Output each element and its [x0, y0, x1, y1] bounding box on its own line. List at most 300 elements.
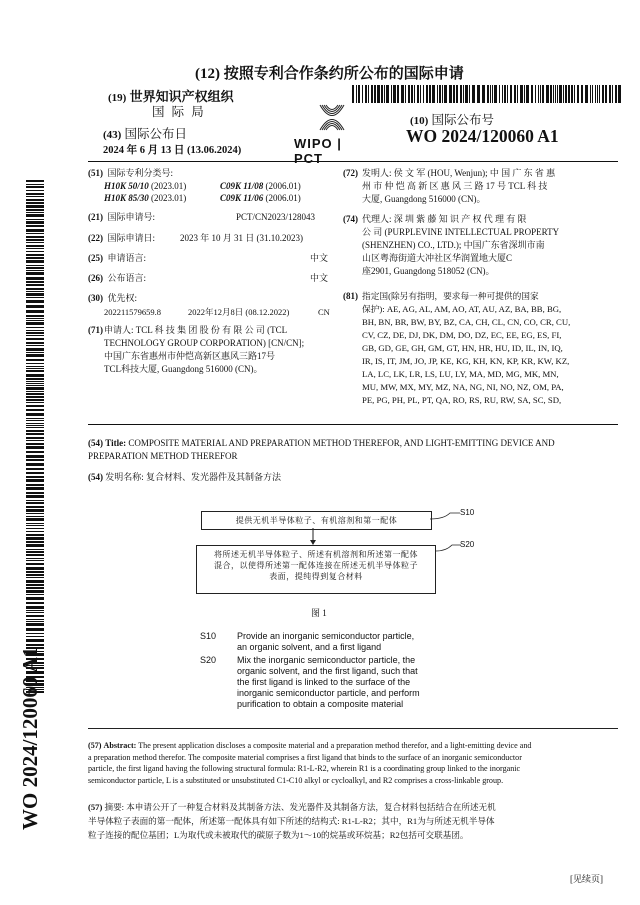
barcode-bar: [605, 85, 607, 103]
barcode-bar: [26, 413, 44, 416]
barcode-bar: [426, 85, 428, 103]
barcode-bar: [374, 85, 376, 103]
states-line: CV, CZ, DE, DJ, DK, DM, DO, DZ, EC, EE, EG, ES, FI,: [362, 330, 562, 340]
barcode-bar: [590, 85, 591, 103]
barcode-bar: [26, 459, 44, 461]
barcode-bar: [26, 354, 44, 357]
ipc-row-1b: C09K 11/08 (2006.01): [220, 181, 301, 191]
barcode-bar: [401, 85, 404, 103]
filing-language-label: (25) 申请语言:: [88, 253, 147, 263]
applicant-num: (71): [88, 325, 103, 335]
barcode-bar: [26, 374, 44, 377]
barcode-bar: [437, 85, 438, 103]
barcode-bar: [26, 468, 44, 470]
english-abstract: (57) Abstract: The present application discloses a composite material and a preparation method therefor, and a light-emitting device and a preparation method therefor. The composite material comprises a first ligand that binds to the surface of an inorganic semiconductor particle, the first ligand having the following structural formula: R1-L-R2, wherein R1 is a coordinating group linked to the inorganic semiconductor particle, L is a substituted or unsubstituted C1-C10 alkyl or cycloalkyl, and R2 comprises a cross-linkable group.: [88, 740, 620, 786]
barcode-bar: [377, 85, 380, 103]
barcode-bar: [26, 322, 44, 325]
barcode-bar: [597, 85, 598, 103]
pub-language-value: 中文: [310, 273, 329, 283]
barcode-bar: [386, 85, 389, 103]
barcode-bar: [26, 528, 44, 529]
barcode-bar: [449, 85, 452, 103]
applicant-line: 申请人: TCL 科 技 集 团 股 份 有 限 公 司 (TCL: [104, 325, 288, 335]
barcode-bar: [26, 265, 44, 266]
applicant-line: TECHNOLOGY GROUP CORPORATION) [CN/CN];: [104, 338, 305, 348]
barcode-bar: [460, 85, 462, 103]
barcode-bar: [26, 239, 44, 241]
inventor-line: 发明人: 侯 文 军 (HOU, Wenjun); 中 国 广 东 省 惠: [362, 168, 556, 178]
barcode-bar: [26, 236, 44, 238]
barcode-bar: [356, 85, 357, 103]
priority-number: 202211579659.8: [104, 307, 162, 317]
barcode-bar: [26, 525, 44, 526]
barcode-bar: [585, 85, 588, 103]
barcode-bar: [499, 85, 500, 103]
barcode-bar: [26, 418, 44, 419]
states-line: BH, BN, BR, BW, BY, BZ, CA, CH, CL, CN, CO, CR, CU,: [362, 317, 571, 327]
barcode-bar: [507, 85, 508, 103]
figure-divider: [88, 728, 618, 729]
pub-number-label: (10) 国际公布号: [410, 113, 494, 127]
barcode-bar: [26, 345, 44, 346]
barcode-bar: [615, 85, 617, 103]
barcode-bar: [514, 85, 516, 103]
barcode-bar: [26, 393, 44, 395]
barcode-bar: [442, 85, 443, 103]
agent-line: 山区粤海街道大冲社区华润置地大厦C: [362, 253, 513, 263]
barcode-bar: [365, 85, 367, 103]
barcode-bar: [26, 385, 44, 386]
barcode-bar: [612, 85, 613, 103]
barcode-bar: [26, 534, 44, 536]
barcode-bar: [26, 251, 44, 252]
pub-language-label: (26) 公布语言:: [88, 273, 147, 283]
priority-label: (30) 优先权:: [88, 293, 138, 303]
barcode-bar: [599, 85, 600, 103]
applicant-line: 中国广东省惠州市仲恺高新区惠风三路17号: [104, 351, 276, 361]
chinese-abstract: (57) 摘要: 本申请公开了一种复合材料及其制备方法、发光器件及其制备方法，复合材料包括结合在所述无机 半导体粒子表面的第一配体，所述第一配体具有如下所述的结构式: R1-L-R2；其中，R1为与所述无机半导体 粒子连接的配位基团；L为取代或未被取代的碳原子数为1～10的烷基或环烷基；R2包括可交联基团。: [88, 800, 620, 842]
barcode-bar: [26, 288, 44, 290]
barcode-bar: [510, 85, 512, 103]
barcode-bar: [26, 199, 44, 201]
barcode-bar: [26, 245, 44, 247]
barcode-bar: [568, 85, 570, 103]
barcode-bar: [439, 85, 441, 103]
legend-line: purification to obtain a composite material: [237, 699, 404, 709]
barcode-bar: [26, 205, 44, 208]
barcode-bar: [26, 463, 44, 466]
barcode-bar: [26, 186, 44, 188]
barcode-bar: [26, 531, 44, 532]
states-line: PE, PG, PH, PL, PT, QA, RO, RS, RU, RW, SA, SC, SD,: [362, 395, 562, 405]
abstract-en-line: particle, the first ligand having the following structural formula: R1-L-R2, wherein R1 is a coordinating group linked to the inorganic: [88, 764, 521, 773]
barcode-bar: [26, 574, 44, 576]
barcode-bar: [397, 85, 399, 103]
states-num: (81): [343, 291, 358, 301]
barcode-bar: [26, 577, 44, 578]
barcode-bar: [565, 85, 567, 103]
barcode-bar: [26, 209, 44, 211]
barcode-bar: [26, 229, 44, 232]
barcode-bar: [26, 219, 44, 220]
barcode-bar: [563, 85, 564, 103]
legend-line: Provide an inorganic semiconductor particle,: [237, 631, 415, 641]
barcode-bar: [26, 516, 44, 517]
biblio-divider: [88, 424, 618, 425]
ipc-row-2b: C09K 11/06 (2006.01): [220, 193, 301, 203]
barcode-bar: [26, 359, 44, 361]
barcode: [352, 85, 624, 103]
legend-text-s10: [237, 631, 414, 653]
barcode-bar: [26, 433, 44, 435]
barcode-bar: [26, 440, 44, 441]
inventor-num: (72): [343, 168, 358, 178]
barcode-bar: [26, 221, 44, 224]
flowchart-step-s20: [196, 545, 436, 594]
applicant-block: [104, 324, 336, 376]
barcode-bar: [26, 506, 44, 508]
barcode-bar: [26, 297, 44, 298]
flowchart-step-s10: 提供无机半导体粒子、有机溶剂和第一配体: [201, 511, 432, 530]
barcode-bar: [602, 85, 604, 103]
agent-line: (SHENZHEN) CO., LTD.); 中国广东省深圳市南: [362, 240, 545, 250]
barcode-bar: [26, 257, 44, 259]
legend-line: an organic solvent, and a first ligand: [237, 642, 382, 652]
barcode-bar: [26, 366, 44, 367]
barcode-bar: [26, 396, 44, 398]
barcode-bar: [26, 196, 44, 197]
barcode-bar: [393, 85, 396, 103]
barcode-bar: [494, 85, 497, 103]
barcode-bar: [432, 85, 435, 103]
barcode-bar: [502, 85, 503, 103]
barcode-bar: [417, 85, 419, 103]
barcode-bar: [595, 85, 596, 103]
barcode-bar: [472, 85, 475, 103]
barcode-bar: [420, 85, 421, 103]
barcode-bar: [553, 85, 554, 103]
barcode-bar: [26, 560, 44, 561]
barcode-bar: [609, 85, 611, 103]
barcode-bar: [26, 270, 44, 271]
barcode-bar: [26, 479, 44, 482]
barcode-bar: [26, 320, 44, 321]
barcode-bar: [26, 212, 44, 213]
step-label-s20: S20: [460, 540, 475, 549]
legend-code-s10: S10: [200, 631, 217, 641]
document-title: (12) 按照专利合作条约所公布的国际申请: [195, 66, 464, 82]
barcode-bar: [362, 85, 363, 103]
org-subname: 国 际 局: [152, 105, 206, 119]
agent-num: (74): [343, 214, 358, 224]
states-line: 保护): AE, AG, AL, AM, AO, AT, AU, AZ, BA, BB, BG,: [362, 304, 562, 314]
barcode-bar: [482, 85, 485, 103]
barcode-bar: [423, 85, 424, 103]
legend-line: the first ligand is linked to the surface of the: [237, 677, 411, 687]
barcode-bar: [520, 85, 523, 103]
abstract-en-line: semiconductor particle, L is a substituted or unsubstituted C1-C10 alkyl or cycloalkyl, and R2 comprises a cross-linkable group.: [88, 775, 504, 785]
barcode-bar: [26, 541, 44, 543]
barcode-bar: [26, 571, 44, 573]
designated-states-block: [362, 290, 624, 407]
barcode-bar: [487, 85, 489, 103]
pub-number: WO 2024/120060 A1: [406, 126, 559, 146]
inventor-line: 州 市 仲 恺 高 新 区 惠 风 三 路 17 号 TCL 科 技: [362, 181, 548, 191]
flow-arrow-icon: [308, 528, 318, 546]
filing-date-label: (22) 国际申请日:: [88, 233, 156, 243]
barcode-bar: [26, 348, 44, 351]
barcode-bar: [26, 272, 44, 275]
legend-line: inorganic semiconductor particle, and perform: [237, 688, 420, 698]
barcode-bar: [538, 85, 539, 103]
s10-leader-line: [428, 510, 462, 522]
barcode-bar: [26, 405, 44, 407]
figure-caption: 图 1: [311, 608, 327, 618]
barcode-bar: [574, 85, 575, 103]
barcode-bar: [592, 85, 593, 103]
barcode-bar: [26, 563, 44, 565]
barcode-bar: [26, 284, 44, 286]
barcode-bar: [26, 587, 44, 589]
barcode-bar: [391, 85, 392, 103]
barcode-bar: [26, 281, 44, 283]
step-label-s10: S10: [460, 508, 475, 517]
barcode-bar: [531, 85, 533, 103]
barcode-bar: [26, 378, 44, 380]
barcode-bar: [559, 85, 562, 103]
inventor-block: [362, 167, 620, 206]
barcode-bar: [26, 277, 44, 280]
barcode-bar: [405, 85, 406, 103]
barcode-bar: [26, 368, 44, 369]
abstract-en-line: The present application discloses a composite material and a preparation method therefor, and a light-emitting device and: [138, 741, 532, 750]
states-line: GB, GD, GE, GH, GM, GT, HN, HR, HU, ID, IL, IN, IQ,: [362, 343, 563, 353]
barcode-bar: [408, 85, 410, 103]
barcode-bar: [453, 85, 455, 103]
barcode-bar: [384, 85, 385, 103]
barcode-bar: [26, 291, 44, 292]
barcode-bar: [26, 184, 44, 185]
barcode-bar: [26, 254, 44, 256]
barcode-bar: [26, 248, 44, 249]
barcode-bar: [26, 549, 44, 550]
states-line: IR, IS, IT, JM, JO, JP, KE, KG, KH, KN, KP, KR, KW, KZ,: [362, 356, 570, 366]
barcode-bar: [368, 85, 369, 103]
legend-code-s20: S20: [200, 655, 217, 665]
barcode-bar: [26, 558, 44, 559]
barcode-bar: [504, 85, 506, 103]
barcode-bar: [26, 472, 44, 474]
barcode-bar: [26, 554, 44, 556]
barcode-bar: [540, 85, 541, 103]
barcode-bar: [26, 423, 44, 424]
barcode-graphic: [352, 85, 624, 103]
barcode-bar: [26, 518, 44, 521]
barcode-bar: [26, 180, 44, 182]
pub-date-label: (43) 国际公布日: [103, 127, 187, 141]
barcode-bar: [26, 476, 44, 478]
barcode-bar: [526, 85, 529, 103]
barcode-bar: [26, 420, 44, 421]
barcode-bar: [469, 85, 470, 103]
barcode-bar: [577, 85, 579, 103]
barcode-bar: [26, 567, 44, 570]
barcode-bar: [571, 85, 573, 103]
s20-leader-line: [434, 542, 462, 554]
barcode-bar: [414, 85, 415, 103]
barcode-bar: [26, 402, 44, 403]
barcode-bar: [371, 85, 373, 103]
barcode-bar: [26, 523, 44, 524]
barcode-bar: [26, 427, 44, 428]
chinese-title: (54) 发明名称: 复合材料、发光器件及其制备方法: [88, 472, 282, 482]
wipo-logo-text: WIPO | PCT: [294, 136, 342, 166]
barcode-bar: [26, 260, 44, 263]
barcode-bar: [456, 85, 458, 103]
states-line: 指定国(除另有指明，要求每一种可提供的国家: [362, 291, 539, 301]
continued-note: [见续页]: [570, 874, 603, 884]
wipo-logo: [292, 100, 372, 166]
barcode-bar: [26, 409, 44, 411]
barcode-bar: [550, 85, 552, 103]
barcode-bar: [26, 190, 44, 191]
barcode-bar: [26, 318, 44, 319]
barcode-bar: [26, 437, 44, 439]
barcode-bar: [618, 85, 621, 103]
barcode-bar: [26, 381, 44, 382]
org-name: (19) 世界知识产权组织: [108, 89, 234, 104]
s20-box-line: 表面，提纯得到复合材料: [269, 572, 363, 581]
legend-line: Mix the inorganic semiconductor particle, the: [237, 655, 416, 665]
barcode-bar: [358, 85, 360, 103]
barcode-bar: [26, 484, 44, 486]
ipc-row-1: H10K 50/10 (2023.01): [104, 181, 187, 191]
barcode-bar: [26, 495, 44, 498]
barcode-bar: [26, 502, 44, 504]
barcode-bar: [26, 327, 44, 328]
app-number-value: PCT/CN2023/128043: [236, 212, 316, 222]
barcode-bar: [26, 425, 44, 426]
barcode-bar: [555, 85, 556, 103]
s20-box-line: 混合，以使得所述第一配体连接在所述无机半导体粒子: [214, 561, 418, 570]
agent-line: 座2901, Guangdong 518052 (CN)。: [362, 266, 495, 276]
pub-date-value: 2024 年 6 月 13 日 (13.06.2024): [103, 145, 242, 156]
abstract-en-line: a preparation method therefor. The composite material comprises a first ligand that binds to the surface of an inorganic semiconductor: [88, 752, 522, 762]
barcode-bar: [26, 315, 44, 317]
legend-text-s20: [237, 655, 420, 710]
barcode-bar: [26, 193, 44, 195]
barcode-bar: [490, 85, 491, 103]
abstract-cn-line: 粒子连接的配位基团；L为取代或未被取代的碳原子数为1～10的烷基或环烷基；R2包括可交联基团。: [88, 830, 469, 840]
barcode-bar: [26, 584, 44, 586]
legend-line: organic solvent, and the first ligand, such that: [237, 666, 418, 676]
english-title-line: COMPOSITE MATERIAL AND PREPARATION METHOD THEREFOR, AND LIGHT-EMITTING DEVICE AND: [128, 438, 555, 448]
barcode-bar: [26, 544, 44, 547]
agent-line: 公 司 (PURPLEVINE INTELLECTUAL PROPERTY: [362, 227, 560, 237]
barcode-bar: [26, 305, 44, 308]
filing-language-value: 中文: [310, 253, 329, 263]
barcode-bar: [546, 85, 549, 103]
barcode-bar: [381, 85, 383, 103]
barcode-bar: [26, 513, 44, 514]
barcode-bar: [26, 509, 44, 512]
barcode-bar: [26, 451, 44, 453]
inventor-line: 大厦, Guangdong 516000 (CN)。: [362, 194, 486, 204]
barcode-bar: [557, 85, 558, 103]
barcode-bar: [352, 85, 354, 103]
barcode-bar: [444, 85, 447, 103]
states-line: MU, MW, MX, MY, MZ, NA, NG, NI, NO, NZ, OM, PA,: [362, 382, 564, 392]
barcode-bar: [477, 85, 480, 103]
barcode-bar: [26, 580, 44, 583]
barcode-bar: [542, 85, 544, 103]
side-pub-number: WO 2024/120060 A1: [18, 646, 42, 830]
barcode-bar: [26, 335, 44, 336]
barcode-bar: [492, 85, 493, 103]
english-title: (54) Title: COMPOSITE MATERIAL AND PREPARATION METHOD THEREFOR, AND LIGHT-EMITTING DEVICE AND PREPARATION METHOD THEREFOR: [88, 437, 618, 463]
barcode-bar: [463, 85, 464, 103]
barcode-bar: [26, 446, 44, 449]
agent-block: [362, 213, 620, 278]
barcode-bar: [517, 85, 518, 103]
agent-line: 代理人: 深 圳 紫 藤 知 识 产 权 代 理 有 限: [362, 214, 527, 224]
abstract-cn-line: 摘要: 本申请公开了一种复合材料及其制备方法、发光器件及其制备方法，复合材料包括结合在所述无机: [104, 802, 496, 812]
app-number-label: (21) 国际申请号:: [88, 212, 156, 222]
barcode-bar: [26, 300, 44, 303]
barcode-bar: [26, 338, 44, 340]
barcode-bar: [26, 202, 44, 204]
barcode-bar: [26, 363, 44, 364]
barcode-bar: [524, 85, 525, 103]
barcode-bar: [26, 225, 44, 227]
barcode-bar: [26, 492, 44, 494]
barcode-bar: [26, 455, 44, 458]
priority-country: CN: [318, 307, 330, 317]
barcode-bar: [26, 332, 44, 334]
barcode-bar: [465, 85, 468, 103]
barcode-bar: [26, 342, 44, 344]
barcode-bar: [26, 310, 44, 313]
barcode-bar: [26, 551, 44, 553]
barcode-bar: [535, 85, 536, 103]
barcode-bar: [26, 233, 44, 234]
barcode-bar: [411, 85, 413, 103]
header-divider: [88, 161, 618, 162]
states-line: LA, LC, LK, LR, LS, LU, LY, MA, MD, MG, MK, MN,: [362, 369, 559, 379]
barcode-bar: [26, 352, 44, 353]
barcode-bar: [26, 387, 44, 390]
barcode-bar: [26, 214, 44, 217]
barcode-bar: [26, 399, 44, 401]
barcode-bar: [26, 370, 44, 372]
barcode-bar: [26, 267, 44, 269]
english-title-line: PREPARATION METHOD THEREFOR: [88, 451, 238, 461]
filing-date-value: 2023 年 10 月 31 日 (31.10.2023): [180, 233, 303, 243]
barcode-bar: [581, 85, 583, 103]
barcode-bar: [26, 443, 44, 445]
barcode-bar: [26, 487, 44, 490]
barcode-bar: [26, 293, 44, 296]
barcode-bar: [26, 383, 44, 384]
barcode-bar: [26, 330, 44, 331]
ipc-label: (51) 国际专利分类号:: [88, 168, 174, 178]
applicant-line: TCL科技大厦, Guangdong 516000 (CN)。: [104, 364, 263, 374]
s20-box-line: 将所述无机半导体粒子、所述有机溶剂和所述第一配体: [214, 550, 418, 559]
barcode-bar: [26, 537, 44, 540]
barcode-bar: [26, 430, 44, 432]
barcode-bar: [429, 85, 431, 103]
abstract-cn-line: 半导体粒子表面的第一配体，所述第一配体具有如下所述的结构式: R1-L-R2；其中，R1为与所述无机半导体: [88, 816, 495, 826]
